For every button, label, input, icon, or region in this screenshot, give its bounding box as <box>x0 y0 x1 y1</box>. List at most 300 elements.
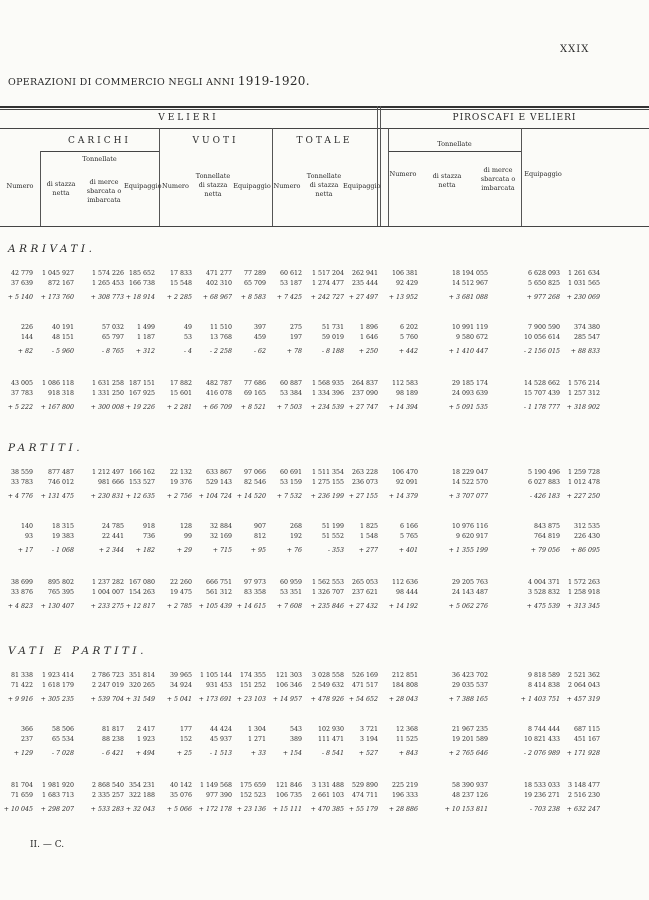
difference-row <box>0 404 649 414</box>
table-row <box>0 782 649 792</box>
cell-numero: 42 779 <box>10 270 33 277</box>
cell-pv-stazza: + 3 707 077 <box>448 493 488 500</box>
cell-vuoti-numero: 15 548 <box>169 280 192 287</box>
cell-totale-numero: + 76 <box>286 547 302 554</box>
cell-totale-numero: 197 <box>289 334 302 341</box>
header-tonnellate-pv: Tonnellate <box>437 140 472 148</box>
table-row <box>0 736 649 746</box>
cell-totale-stazza: + 470 385 <box>310 806 344 813</box>
cell-vuoti-equipaggio: + 14 615 <box>236 603 266 610</box>
cell-vuoti-numero: 15 601 <box>169 390 192 397</box>
table-row <box>0 726 649 736</box>
cell-pv-merce: 14 528 662 <box>523 380 560 387</box>
cell-numero: + 82 <box>17 348 33 355</box>
cell-totale-numero: 106 346 <box>275 682 302 689</box>
cell-pv-merce: 764 819 <box>533 533 560 540</box>
table-row <box>0 672 649 682</box>
cell-vuoti-numero: + 5 041 <box>166 696 192 703</box>
cell-merce: + 533 283 <box>90 806 124 813</box>
cell-equipaggio: 166 738 <box>128 280 155 287</box>
cell-pv-stazza: 58 390 937 <box>451 782 488 789</box>
cell-totale-equipaggio: + 527 <box>358 750 378 757</box>
cell-pv-equipaggio: + 230 069 <box>566 294 600 301</box>
cell-vuoti-equipaggio: 152 523 <box>239 792 266 799</box>
cell-pv-merce: 10 056 614 <box>523 334 560 341</box>
cell-totale-equipaggio: 236 073 <box>351 479 378 486</box>
cell-totale-numero: + 15 111 <box>272 806 302 813</box>
cell-totale-stazza: - 8 541 <box>321 750 344 757</box>
cell-pv-equipaggio: 1 257 312 <box>567 390 600 397</box>
cell-stazza: 58 506 <box>51 726 74 733</box>
header-numero-4: Numero <box>389 170 417 178</box>
cell-merce: 2 247 019 <box>91 682 124 689</box>
header-equipaggio-4: Equipaggio <box>524 170 562 178</box>
cell-stazza: 895 802 <box>47 579 74 586</box>
cell-pv-numero: + 13 952 <box>388 294 418 301</box>
cell-totale-stazza: + 236 199 <box>310 493 344 500</box>
cell-equipaggio: + 31 549 <box>125 696 155 703</box>
cell-pv-merce: + 1 403 751 <box>520 696 560 703</box>
cell-pv-equipaggio: 1 012 478 <box>567 479 600 486</box>
cell-vuoti-numero: 128 <box>179 523 192 530</box>
cell-pv-equipaggio: 2 521 362 <box>567 672 600 679</box>
cell-totale-numero: + 78 <box>286 348 302 355</box>
section-title: ARRIVATI. <box>8 243 96 255</box>
cell-stazza: 19 383 <box>51 533 74 540</box>
cell-pv-equipaggio: 1 258 918 <box>567 589 600 596</box>
cell-equipaggio: 736 <box>142 533 155 540</box>
cell-numero: 140 <box>20 523 33 530</box>
cell-merce: 2 335 257 <box>91 792 124 799</box>
cell-merce: + 230 831 <box>90 493 124 500</box>
cell-merce: 981 666 <box>97 479 124 486</box>
cell-totale-equipaggio: 237 621 <box>351 589 378 596</box>
cell-totale-equipaggio: + 27 747 <box>348 404 378 411</box>
cell-vuoti-numero: 22 132 <box>169 469 192 476</box>
table-row <box>0 280 649 290</box>
cell-pv-merce: - 2 156 015 <box>523 348 560 355</box>
cell-totale-numero: 268 <box>289 523 302 530</box>
cell-vuoti-numero: 19 475 <box>169 589 192 596</box>
cell-numero: + 4 823 <box>7 603 33 610</box>
difference-row <box>0 348 649 358</box>
cell-stazza: 18 315 <box>51 523 74 530</box>
cell-totale-numero: 60 887 <box>279 380 302 387</box>
cell-pv-stazza: 9 620 917 <box>455 533 488 540</box>
difference-row <box>0 294 649 304</box>
cell-vuoti-numero: - 4 <box>183 348 192 355</box>
header-equipaggio-2: Equipaggio <box>233 182 271 190</box>
cell-numero: 38 699 <box>10 579 33 586</box>
cell-numero: 38 559 <box>10 469 33 476</box>
cell-equipaggio: 1 923 <box>136 736 155 743</box>
header-tonn-stazza-2: Tonnellate di stazza netta <box>195 172 231 198</box>
header-rule-top2 <box>0 109 649 110</box>
cell-merce: 22 441 <box>101 533 124 540</box>
cell-vuoti-equipaggio: 97 066 <box>243 469 266 476</box>
cell-totale-numero: 389 <box>289 736 302 743</box>
header-numero-2: Numero <box>162 182 189 190</box>
cell-totale-numero: 121 303 <box>275 672 302 679</box>
cell-equipaggio: 320 265 <box>128 682 155 689</box>
cell-vuoti-equipaggio: 907 <box>253 523 266 530</box>
cell-pv-stazza: 24 143 487 <box>451 589 488 596</box>
cell-vuoti-equipaggio: 77 289 <box>243 270 266 277</box>
cell-vuoti-numero: 19 376 <box>169 479 192 486</box>
cell-totale-stazza: 111 471 <box>317 736 344 743</box>
cell-stazza: 1 981 920 <box>41 782 74 789</box>
cell-numero: + 9 916 <box>7 696 33 703</box>
cell-totale-equipaggio: 1 548 <box>359 533 378 540</box>
cell-totale-equipaggio: 1 646 <box>359 334 378 341</box>
difference-row <box>0 696 649 706</box>
cell-equipaggio: + 12 817 <box>125 603 155 610</box>
cell-totale-numero: 275 <box>289 324 302 331</box>
cell-vuoti-stazza: 44 424 <box>209 726 232 733</box>
cell-pv-equipaggio: + 457 319 <box>566 696 600 703</box>
cell-pv-merce: - 2 076 989 <box>523 750 560 757</box>
cell-equipaggio: 187 151 <box>128 380 155 387</box>
cell-merce: 1 265 453 <box>91 280 124 287</box>
cell-stazza: + 298 207 <box>40 806 74 813</box>
cell-totale-numero: 53 187 <box>279 280 302 287</box>
cell-vuoti-numero: 49 <box>183 324 192 331</box>
cell-stazza: 40 191 <box>51 324 74 331</box>
cell-totale-equipaggio: 1 896 <box>359 324 378 331</box>
cell-merce: - 6 421 <box>101 750 124 757</box>
cell-pv-merce: + 475 539 <box>526 603 560 610</box>
cell-equipaggio: + 312 <box>135 348 155 355</box>
cell-vuoti-stazza: + 68 967 <box>202 294 232 301</box>
cell-pv-stazza: 29 035 537 <box>451 682 488 689</box>
cell-pv-merce: 5 650 825 <box>527 280 560 287</box>
cell-pv-merce: 9 818 589 <box>527 672 560 679</box>
table-row <box>0 324 649 334</box>
cell-pv-stazza: 10 991 119 <box>451 324 488 331</box>
cell-vuoti-stazza: 11 510 <box>209 324 232 331</box>
title-main: OPERAZIONI DI COMMERCIO NEGLI ANNI <box>8 77 235 88</box>
cell-vuoti-numero: + 2 281 <box>166 404 192 411</box>
cell-vuoti-equipaggio: 83 358 <box>243 589 266 596</box>
cell-pv-equipaggio: 2 516 230 <box>567 792 600 799</box>
header-rule-1 <box>0 128 649 129</box>
cell-equipaggio: 322 188 <box>128 792 155 799</box>
cell-vuoti-equipaggio: + 23 136 <box>236 806 266 813</box>
cell-merce: 65 797 <box>101 334 124 341</box>
cell-pv-numero: 106 470 <box>391 469 418 476</box>
cell-totale-equipaggio: + 27 432 <box>348 603 378 610</box>
cell-vuoti-stazza: - 1 513 <box>209 750 232 757</box>
cell-pv-numero: 6 166 <box>399 523 418 530</box>
cell-totale-stazza: - 353 <box>327 547 344 554</box>
cell-vuoti-numero: + 2 756 <box>166 493 192 500</box>
cell-totale-equipaggio: + 277 <box>358 547 378 554</box>
cell-pv-numero: + 843 <box>398 750 418 757</box>
cell-pv-stazza: + 5 062 276 <box>448 603 488 610</box>
cell-totale-stazza: 51 731 <box>321 324 344 331</box>
cell-equipaggio: + 19 226 <box>125 404 155 411</box>
cell-merce: 81 817 <box>101 726 124 733</box>
cell-totale-equipaggio: 3 194 <box>359 736 378 743</box>
cell-stazza: 1 683 713 <box>41 792 74 799</box>
cell-totale-equipaggio: 264 837 <box>351 380 378 387</box>
cell-vuoti-equipaggio: + 33 <box>250 750 266 757</box>
header-merce-1: di merce sbarcata o imbarcata <box>86 178 122 204</box>
cell-pv-numero: + 442 <box>398 348 418 355</box>
page-title <box>8 74 310 88</box>
cell-pv-equipaggio: 1 261 634 <box>567 270 600 277</box>
cell-totale-numero: + 14 957 <box>272 696 302 703</box>
cell-equipaggio: 153 527 <box>128 479 155 486</box>
table-row <box>0 479 649 489</box>
cell-numero: 71 422 <box>10 682 33 689</box>
cell-pv-numero: 112 583 <box>391 380 418 387</box>
cell-totale-stazza: 1 517 204 <box>311 270 344 277</box>
cell-pv-stazza: 10 976 116 <box>451 523 488 530</box>
cell-pv-merce: 5 190 496 <box>527 469 560 476</box>
cell-stazza: 872 167 <box>47 280 74 287</box>
cell-merce: + 2 344 <box>98 547 124 554</box>
table-row <box>0 390 649 400</box>
cell-vuoti-stazza: 482 787 <box>205 380 232 387</box>
cell-totale-equipaggio: + 27 155 <box>348 493 378 500</box>
cell-pv-stazza: 21 967 235 <box>451 726 488 733</box>
cell-totale-equipaggio: 3 721 <box>359 726 378 733</box>
header-merce-4: di merce sbarcata o imbarcata <box>480 166 516 192</box>
cell-vuoti-equipaggio: 97 973 <box>243 579 266 586</box>
cell-equipaggio: 154 263 <box>128 589 155 596</box>
cell-pv-numero: 92 091 <box>395 479 418 486</box>
cell-equipaggio: 167 080 <box>128 579 155 586</box>
difference-row <box>0 547 649 557</box>
cell-totale-stazza: 2 549 632 <box>311 682 344 689</box>
header-stazza-4: di stazza netta <box>432 172 462 189</box>
cell-totale-stazza: + 478 926 <box>310 696 344 703</box>
cell-pv-merce: 4 004 371 <box>527 579 560 586</box>
cell-totale-equipaggio: + 27 497 <box>348 294 378 301</box>
cell-pv-stazza: + 5 091 535 <box>448 404 488 411</box>
cell-totale-stazza: 51 199 <box>321 523 344 530</box>
cell-vuoti-numero: + 29 <box>176 547 192 554</box>
cell-pv-numero: 212 851 <box>391 672 418 679</box>
cell-merce: 1 212 497 <box>91 469 124 476</box>
cell-merce: 2 868 540 <box>91 782 124 789</box>
cell-vuoti-numero: 22 260 <box>169 579 192 586</box>
cell-pv-merce: - 1 178 777 <box>523 404 560 411</box>
cell-vuoti-stazza: - 2 258 <box>209 348 232 355</box>
cell-vuoti-equipaggio: 174 355 <box>239 672 266 679</box>
cell-equipaggio: 167 925 <box>128 390 155 397</box>
header-numero-3: Numero <box>273 182 301 190</box>
cell-totale-stazza: 1 326 707 <box>311 589 344 596</box>
cell-pv-stazza: 29 185 174 <box>451 380 488 387</box>
cell-totale-equipaggio: 526 169 <box>351 672 378 679</box>
header-totale: TOTALE <box>296 136 353 146</box>
cell-equipaggio: 185 652 <box>128 270 155 277</box>
section-title: VATI E PARTITI. <box>8 645 147 657</box>
cell-totale-numero: 106 735 <box>275 792 302 799</box>
cell-stazza: + 130 407 <box>40 603 74 610</box>
cell-pv-merce: 15 707 439 <box>523 390 560 397</box>
cell-numero: + 10 045 <box>3 806 33 813</box>
cell-vuoti-numero: 17 882 <box>169 380 192 387</box>
header-carichi: CARICHI <box>67 136 131 146</box>
cell-equipaggio: 2 417 <box>136 726 155 733</box>
cell-totale-numero: 60 691 <box>279 469 302 476</box>
cell-pv-numero: 98 444 <box>395 589 418 596</box>
cell-vuoti-stazza: 977 390 <box>205 792 232 799</box>
cell-numero: 37 639 <box>10 280 33 287</box>
cell-numero: 71 659 <box>10 792 33 799</box>
cell-totale-equipaggio: + 250 <box>358 348 378 355</box>
cell-stazza: 65 534 <box>51 736 74 743</box>
cell-numero: + 129 <box>13 750 33 757</box>
cell-pv-equipaggio: 3 148 477 <box>567 782 600 789</box>
cell-totale-numero: 53 351 <box>279 589 302 596</box>
cell-pv-merce: 8 744 444 <box>527 726 560 733</box>
cell-stazza: + 305 235 <box>40 696 74 703</box>
cell-merce: 1 574 226 <box>91 270 124 277</box>
cell-pv-numero: 106 381 <box>391 270 418 277</box>
cell-numero: + 4 776 <box>7 493 33 500</box>
cell-vuoti-equipaggio: 1 271 <box>247 736 266 743</box>
cell-vuoti-stazza: 471 277 <box>205 270 232 277</box>
cell-pv-numero: 184 808 <box>391 682 418 689</box>
cell-pv-numero: + 14 192 <box>388 603 418 610</box>
table-row <box>0 469 649 479</box>
cell-totale-equipaggio: 1 825 <box>359 523 378 530</box>
cell-pv-merce: - 703 238 <box>529 806 560 813</box>
cell-vuoti-numero: + 2 285 <box>166 294 192 301</box>
cell-totale-stazza: 1 562 553 <box>311 579 344 586</box>
cell-vuoti-stazza: 931 453 <box>205 682 232 689</box>
cell-vuoti-stazza: 529 143 <box>205 479 232 486</box>
cell-pv-merce: 6 027 883 <box>527 479 560 486</box>
difference-row <box>0 806 649 816</box>
cell-pv-equipaggio: 451 167 <box>573 736 600 743</box>
cell-totale-equipaggio: + 54 652 <box>348 696 378 703</box>
table-row <box>0 792 649 802</box>
cell-stazza: 1 923 414 <box>41 672 74 679</box>
difference-row <box>0 750 649 760</box>
cell-vuoti-numero: + 25 <box>176 750 192 757</box>
cell-equipaggio: + 18 914 <box>125 294 155 301</box>
cell-vuoti-numero: 39 965 <box>169 672 192 679</box>
cell-pv-stazza: 18 229 047 <box>451 469 488 476</box>
cell-vuoti-equipaggio: - 62 <box>253 348 266 355</box>
cell-vuoti-stazza: 633 867 <box>205 469 232 476</box>
cell-equipaggio: + 32 043 <box>125 806 155 813</box>
cell-merce: + 300 008 <box>90 404 124 411</box>
title-years: 1919-1920. <box>237 74 310 88</box>
header-vuoti: VUOTI <box>192 136 239 146</box>
page-number: XXIX <box>560 44 590 55</box>
cell-merce: 1 004 007 <box>91 589 124 596</box>
cell-stazza: 48 151 <box>51 334 74 341</box>
cell-totale-equipaggio: + 55 179 <box>348 806 378 813</box>
difference-row <box>0 603 649 613</box>
cell-pv-stazza: + 2 765 646 <box>448 750 488 757</box>
cell-pv-numero: 112 636 <box>391 579 418 586</box>
cell-pv-numero: 11 525 <box>395 736 418 743</box>
cell-pv-equipaggio: 374 380 <box>573 324 600 331</box>
cell-pv-equipaggio: 226 430 <box>573 533 600 540</box>
cell-pv-stazza: + 10 153 811 <box>444 806 488 813</box>
cell-pv-equipaggio: 1 259 728 <box>567 469 600 476</box>
cell-vuoti-numero: 177 <box>179 726 192 733</box>
cell-pv-merce: 6 628 093 <box>527 270 560 277</box>
table-row <box>0 523 649 533</box>
cell-vuoti-numero: 40 142 <box>169 782 192 789</box>
cell-pv-numero: 92 429 <box>395 280 418 287</box>
cell-vuoti-stazza: 32 169 <box>209 533 232 540</box>
footer-mark: II. — C. <box>30 840 65 850</box>
cell-vuoti-stazza: + 66 709 <box>202 404 232 411</box>
cell-totale-numero: 53 384 <box>279 390 302 397</box>
cell-totale-numero: 192 <box>289 533 302 540</box>
cell-pv-stazza: 19 201 589 <box>451 736 488 743</box>
header-velieri: VELIERI <box>158 113 219 123</box>
cell-pv-merce: + 977 268 <box>526 294 560 301</box>
cell-totale-stazza: - 8 188 <box>321 348 344 355</box>
section-title: PARTITI. <box>8 442 84 454</box>
cell-numero: 81 338 <box>10 672 33 679</box>
cell-pv-merce: 7 900 590 <box>527 324 560 331</box>
cell-equipaggio: 1 499 <box>136 324 155 331</box>
cell-pv-numero: 98 189 <box>395 390 418 397</box>
cell-pv-numero: + 28 886 <box>388 806 418 813</box>
cell-pv-equipaggio: + 86 095 <box>570 547 600 554</box>
cell-pv-equipaggio: + 632 247 <box>566 806 600 813</box>
cell-stazza: 918 318 <box>47 390 74 397</box>
cell-vuoti-numero: 17 833 <box>169 270 192 277</box>
cell-totale-numero: + 7 425 <box>276 294 302 301</box>
cell-totale-equipaggio: 471 517 <box>351 682 378 689</box>
cell-pv-equipaggio: 2 064 043 <box>567 682 600 689</box>
cell-numero: 33 783 <box>10 479 33 486</box>
cell-vuoti-equipaggio: 459 <box>253 334 266 341</box>
cell-totale-numero: 121 846 <box>275 782 302 789</box>
divider-velieri-pv-2 <box>380 106 381 226</box>
cell-vuoti-equipaggio: 397 <box>253 324 266 331</box>
cell-vuoti-numero: + 5 066 <box>166 806 192 813</box>
cell-vuoti-stazza: 402 310 <box>205 280 232 287</box>
table-row <box>0 589 649 599</box>
cell-pv-numero: 5 765 <box>399 533 418 540</box>
header-stazza-1: di stazza netta <box>46 180 76 197</box>
cell-totale-stazza: 1 334 396 <box>311 390 344 397</box>
cell-pv-merce: - 426 183 <box>529 493 560 500</box>
cell-equipaggio: 918 <box>142 523 155 530</box>
cell-equipaggio: 354 231 <box>128 782 155 789</box>
cell-totale-stazza: 1 275 155 <box>311 479 344 486</box>
cell-totale-equipaggio: 262 941 <box>351 270 378 277</box>
cell-pv-equipaggio: + 313 345 <box>566 603 600 610</box>
cell-pv-stazza: 48 237 126 <box>451 792 488 799</box>
cell-numero: 81 704 <box>10 782 33 789</box>
cell-totale-numero: + 154 <box>282 750 302 757</box>
cell-pv-equipaggio: + 171 928 <box>566 750 600 757</box>
cell-numero: 237 <box>20 736 33 743</box>
cell-vuoti-equipaggio: + 8 583 <box>240 294 266 301</box>
cell-pv-stazza: 14 522 570 <box>451 479 488 486</box>
cell-pv-stazza: + 1 410 447 <box>448 348 488 355</box>
cell-merce: + 233 275 <box>90 603 124 610</box>
cell-totale-numero: 60 959 <box>279 579 302 586</box>
cell-vuoti-equipaggio: 151 252 <box>239 682 266 689</box>
cell-pv-numero: + 401 <box>398 547 418 554</box>
cell-totale-stazza: 3 028 558 <box>311 672 344 679</box>
